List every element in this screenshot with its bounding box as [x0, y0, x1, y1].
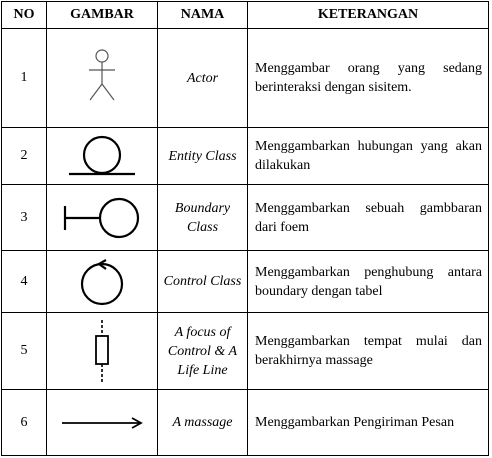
- table-row: [2, 185, 489, 251]
- header-row: [2, 2, 489, 29]
- picture-cell: [47, 29, 158, 128]
- control-class-icon: [77, 256, 127, 308]
- picture-cell: [47, 390, 158, 456]
- table-row: [2, 128, 489, 185]
- symbol-name: A massage: [158, 390, 248, 456]
- symbol-description: Menggambar orang yang sedang berinteraksi dengan sisitem.: [248, 29, 489, 128]
- header-keterangan: KETERANGAN: [248, 2, 489, 29]
- table-row: [2, 251, 489, 313]
- table-row: [2, 390, 489, 456]
- row-number: 5: [2, 313, 47, 390]
- picture-cell: [47, 313, 158, 390]
- symbol-description: Menggambarkan hubungan yang akan dilakukan: [248, 128, 489, 185]
- picture-cell: [47, 185, 158, 251]
- picture-cell: [47, 128, 158, 185]
- symbol-name: A focus of Control & A Life Line: [158, 313, 248, 390]
- symbol-name: Entity Class: [158, 128, 248, 185]
- entity-class-icon: [67, 133, 137, 179]
- row-number: 1: [2, 29, 47, 128]
- row-number: 6: [2, 390, 47, 456]
- table-row: [2, 29, 489, 128]
- symbol-name: Actor: [158, 29, 248, 128]
- table-row: [2, 313, 489, 390]
- uml-symbol-table: [1, 1, 489, 456]
- row-number: 4: [2, 251, 47, 313]
- header-gambar: GAMBAR: [47, 2, 158, 29]
- row-number: 2: [2, 128, 47, 185]
- boundary-class-icon: [62, 194, 142, 242]
- symbol-description: Menggambarkan tempat mulai dan berakhirnya massage: [248, 313, 489, 390]
- symbol-description: Menggambarkan penghubung antara boundary dengan tabel: [248, 251, 489, 313]
- picture-cell: [47, 251, 158, 313]
- row-number: 3: [2, 185, 47, 251]
- message-arrow-icon: [60, 416, 144, 430]
- symbol-description: Menggambarkan Pengiriman Pesan: [248, 390, 489, 456]
- symbol-name: Control Class: [158, 251, 248, 313]
- symbol-description: Menggambarkan sebuah gambbaran dari foem: [248, 185, 489, 251]
- focus-of-control-icon: [92, 319, 112, 383]
- header-no: NO: [2, 2, 47, 29]
- actor-icon: [82, 48, 122, 108]
- symbol-name: Boundary Class: [158, 185, 248, 251]
- header-nama: NAMA: [158, 2, 248, 29]
